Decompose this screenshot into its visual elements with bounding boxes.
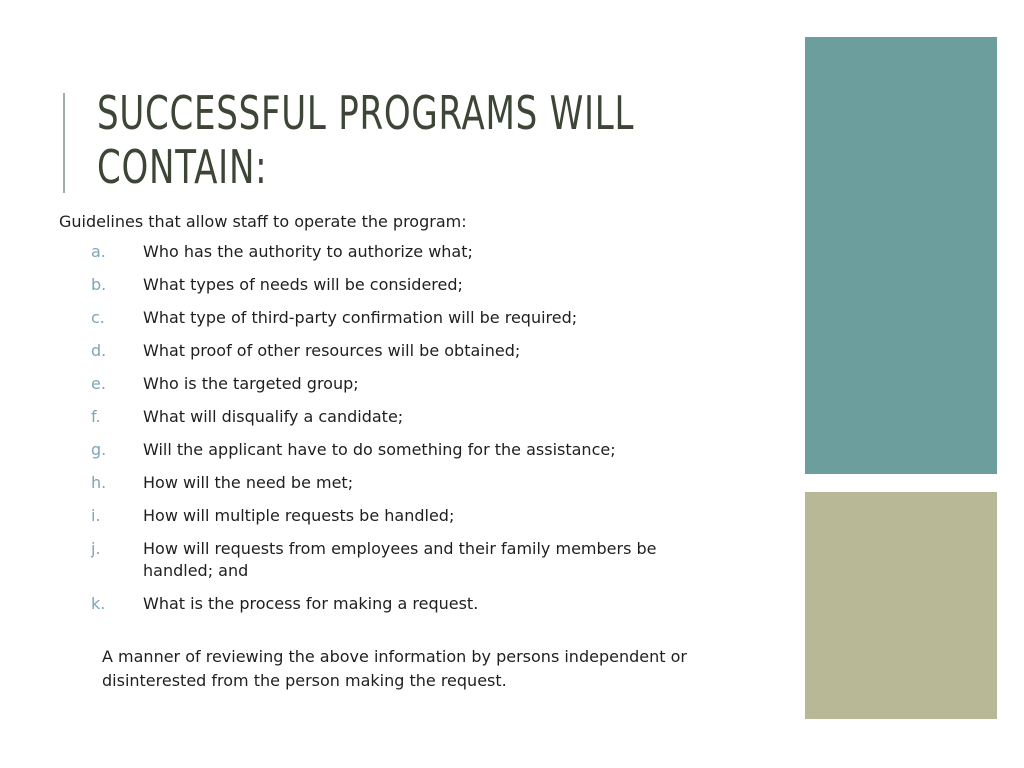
list-marker: a. — [91, 242, 106, 261]
list-item — [91, 538, 731, 582]
list-item — [91, 373, 731, 395]
teal-decorative-block — [805, 37, 997, 474]
khaki-decorative-block — [805, 492, 997, 719]
closing-text: A manner of reviewing the above information by persons independent or disinterested from the person making the request. — [102, 647, 687, 690]
list-marker: k. — [91, 594, 106, 613]
list-item-text: How will the need be met; — [143, 473, 354, 492]
slide-title-line-1: SUCCESSFUL PROGRAMS WILL — [97, 86, 635, 140]
list-item — [91, 505, 731, 527]
list-marker: i. — [91, 506, 101, 525]
list-item — [91, 307, 731, 329]
list-marker: f. — [91, 407, 101, 426]
list-item — [91, 406, 731, 428]
list-item-text: What will disqualify a candidate; — [143, 407, 404, 426]
list-marker: g. — [91, 440, 107, 459]
list-marker: e. — [91, 374, 106, 393]
list-item — [91, 241, 731, 263]
list-item — [91, 472, 731, 494]
list-item-text: How will requests from employees and their family members be handled; and — [143, 539, 657, 580]
slide-title — [97, 86, 635, 194]
list-item-text: How will multiple requests be handled; — [143, 506, 455, 525]
list-item-text: What is the process for making a request. — [143, 594, 479, 613]
list-marker: h. — [91, 473, 107, 492]
list-item-text: Who has the authority to authorize what; — [143, 242, 473, 261]
list-item-text: What types of needs will be considered; — [143, 275, 463, 294]
list-item-text: What type of third-party confirmation will be required; — [143, 308, 578, 327]
list-marker: j. — [91, 539, 101, 558]
intro-text: Guidelines that allow staff to operate the program: — [59, 212, 467, 231]
list-marker: c. — [91, 308, 105, 327]
list-item — [91, 593, 731, 615]
list-item — [91, 340, 731, 362]
title-accent-bar — [63, 93, 65, 193]
guidelines-list — [91, 241, 731, 626]
list-marker: b. — [91, 275, 107, 294]
list-item — [91, 439, 731, 461]
list-item — [91, 274, 731, 296]
list-item-text: Who is the targeted group; — [143, 374, 359, 393]
slide-title-line-2: CONTAIN: — [97, 140, 268, 194]
list-marker: d. — [91, 341, 107, 360]
list-item-text: What proof of other resources will be obtained; — [143, 341, 521, 360]
list-item-text: Will the applicant have to do something for the assistance; — [143, 440, 616, 459]
